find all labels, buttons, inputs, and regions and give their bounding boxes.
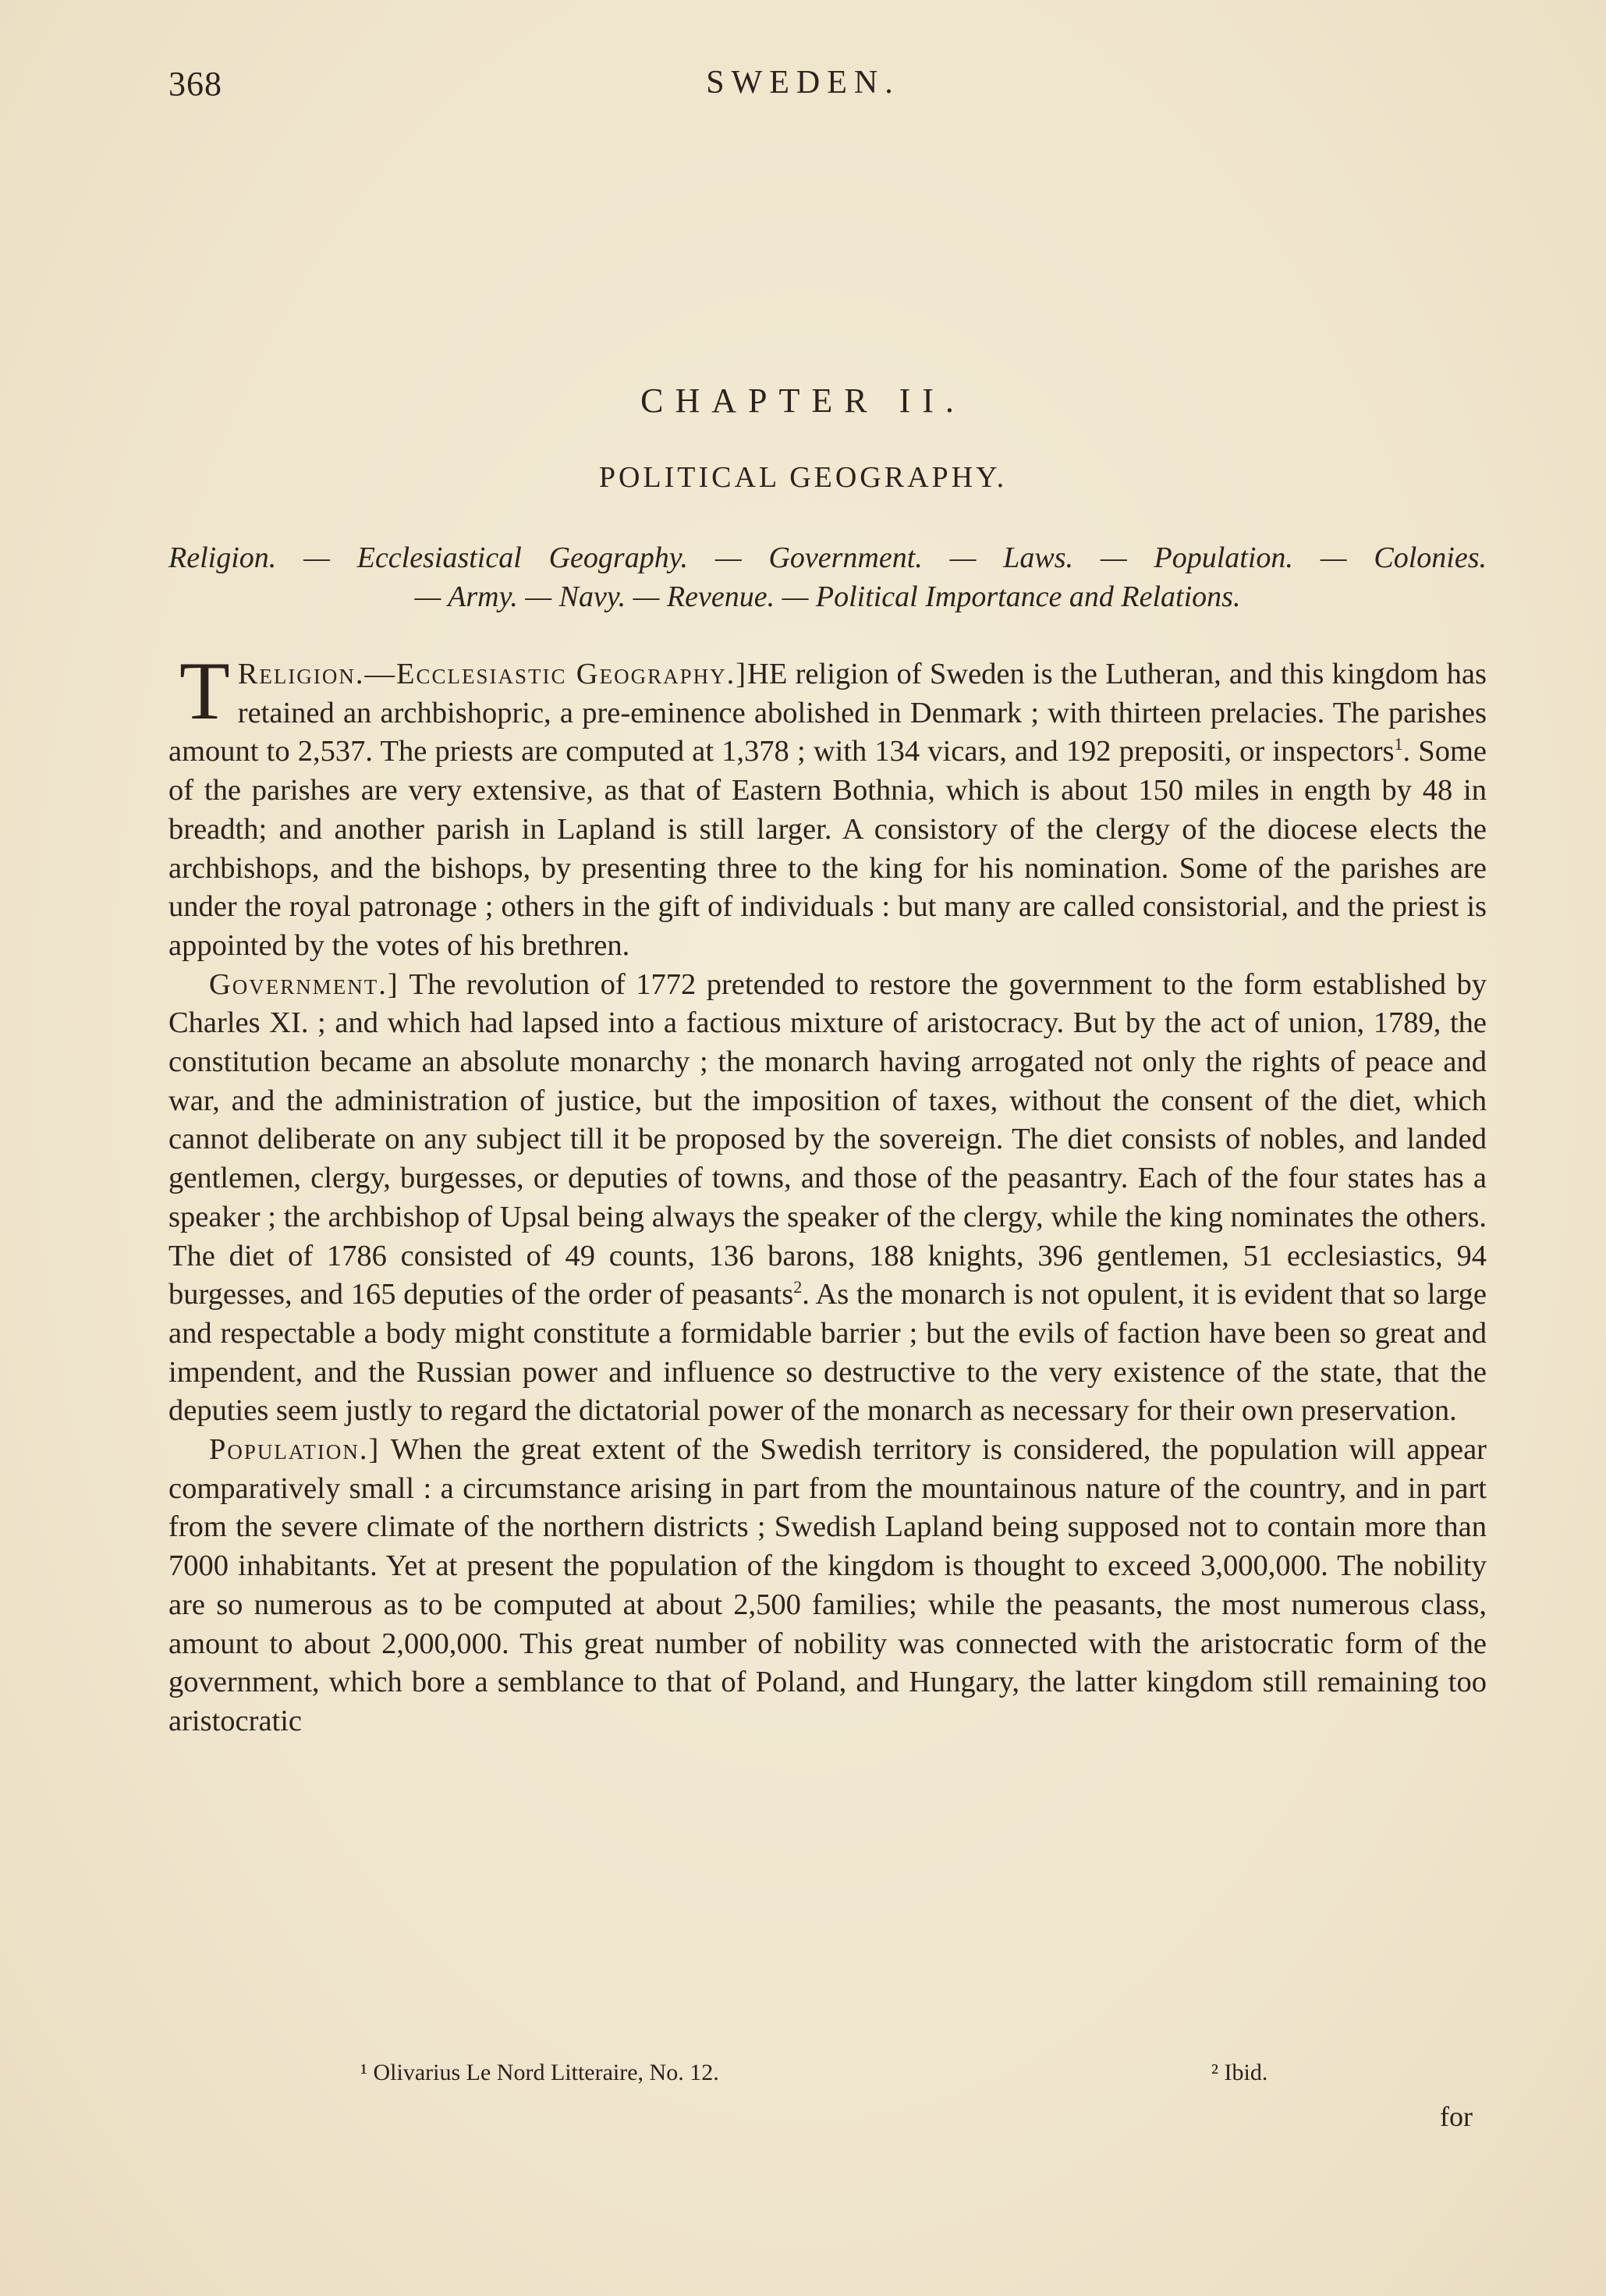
footnote-1-text: Olivarius Le Nord Litteraire, No. 12. bbox=[373, 2060, 719, 2085]
religion-text-end: . Some of the parishes are very extensive, as that of Eastern Bothnia, which is about 150 miles in ength by 48 in breadth; and another parish in Lapland is still larger. A consistory of the clergy of the diocese elects the archbishops, and the bishops, by presenting three to the king for his nomination. Some of the parishes are under the royal patronage ; others in the gift of individuals : but many are called consistorial, and the priest is appointed by the votes of his brethren. bbox=[168, 735, 1487, 962]
catchword: for bbox=[1440, 2101, 1473, 2132]
footnote-2-text: Ibid. bbox=[1224, 2060, 1268, 2085]
page-number: 368 bbox=[168, 65, 222, 103]
government-text-start: The revolution of 1772 pretended to restore the government to the form established by Charles XI. ; and which had lapsed into a factious mixture of aristocracy. But by the act of union, 1789, the constitution became an absolute monarchy ; the monarch having arrogated not only the rights of peace and war, and the administration of justice, but the imposition of taxes, without the consent of the diet, which cannot deliberate on any subject till it be proposed by the sovereign. The diet consists of nobles, and landed gentlemen, clergy, burgesses, or deputies of towns, and those of the peasantry. Each of the four states has a speaker ; the archbishop of Upsal being always the speaker of the clergy, while the king nominates the others. The diet of 1786 consisted of 49 counts, 136 barons, 188 knights, 396 gentlemen, 51 ecclesiastics, 94 burgesses, and 165 deputies of the order of peasants bbox=[168, 967, 1487, 1311]
religion-paragraph bbox=[168, 645, 1487, 966]
chapter-subtitle: POLITICAL GEOGRAPHY. bbox=[598, 461, 1008, 494]
government-paragraph bbox=[168, 966, 1487, 1431]
body-text bbox=[168, 645, 1487, 1741]
religion-text-start: HE religion of Sweden is the Lutheran, and this kingdom has retained an archbishopric, a pre-eminence abolished in Denmark ; with thirteen prelacies. The parishes amount to 2,537. The priests are computed at 1,378 ; with 134 vicars, and 192 prepositi, or inspectors bbox=[168, 658, 1487, 768]
footnote-2-mark: ² bbox=[1211, 2060, 1218, 2085]
footnote-1-mark: ¹ bbox=[360, 2060, 367, 2085]
footnote-ref-1: 1 bbox=[1394, 734, 1403, 754]
running-title: SWEDEN. bbox=[706, 65, 900, 101]
government-text-end: . As the monarch is not opulent, it is evident that so large and respectable a body might constitute a formidable barrier ; but the evils of faction have been so great and impendent, and the Russian power and influence so destructive to the very existence of the state, that the deputies seem justly to regard the dictatorial power of the monarch as necessary for their own preservation. bbox=[168, 1278, 1487, 1428]
population-text: When the great extent of the Swedish territory is considered, the population will appear comparatively small : a circumstance arising in part from the mountainous nature of the country, and in part from the severe climate of the northern districts ; Swedish Lapland being supposed not to contain more than 7000 inhabitants. Yet at present the population of the kingdom is thought to exceed 3,000,000. The nobility are so numerous as to be computed at about 2,500 families; while the peasants, the most numerous class, amount to about 2,000,000. This great number of nobility was connected with the aristocratic form of the government, which bore a semblance to that of Poland, and Hungary, the latter kingdom still remaining too aristocratic bbox=[168, 1433, 1487, 1737]
contents-line-2: — Army. — Navy. — Revenue. — Political Importance and Relations. bbox=[414, 580, 1241, 613]
footnote-2 bbox=[1211, 2060, 1267, 2086]
footnote-1 bbox=[360, 2060, 719, 2086]
drop-cap: T bbox=[179, 645, 230, 736]
chapter-title: CHAPTER II. bbox=[640, 381, 966, 420]
contents-line-1: Religion. — Ecclesiastical Geography. — Government. — Laws. — Population. — Colonies. bbox=[168, 541, 1487, 574]
religion-heading: Religion.—Ecclesiastic Geography.] bbox=[237, 658, 748, 690]
population-paragraph bbox=[168, 1431, 1487, 1741]
population-heading: Population.] bbox=[209, 1433, 381, 1467]
chapter-contents bbox=[168, 538, 1487, 616]
footnote-ref-2: 2 bbox=[793, 1277, 803, 1297]
government-heading: Government.] bbox=[209, 967, 399, 1001]
